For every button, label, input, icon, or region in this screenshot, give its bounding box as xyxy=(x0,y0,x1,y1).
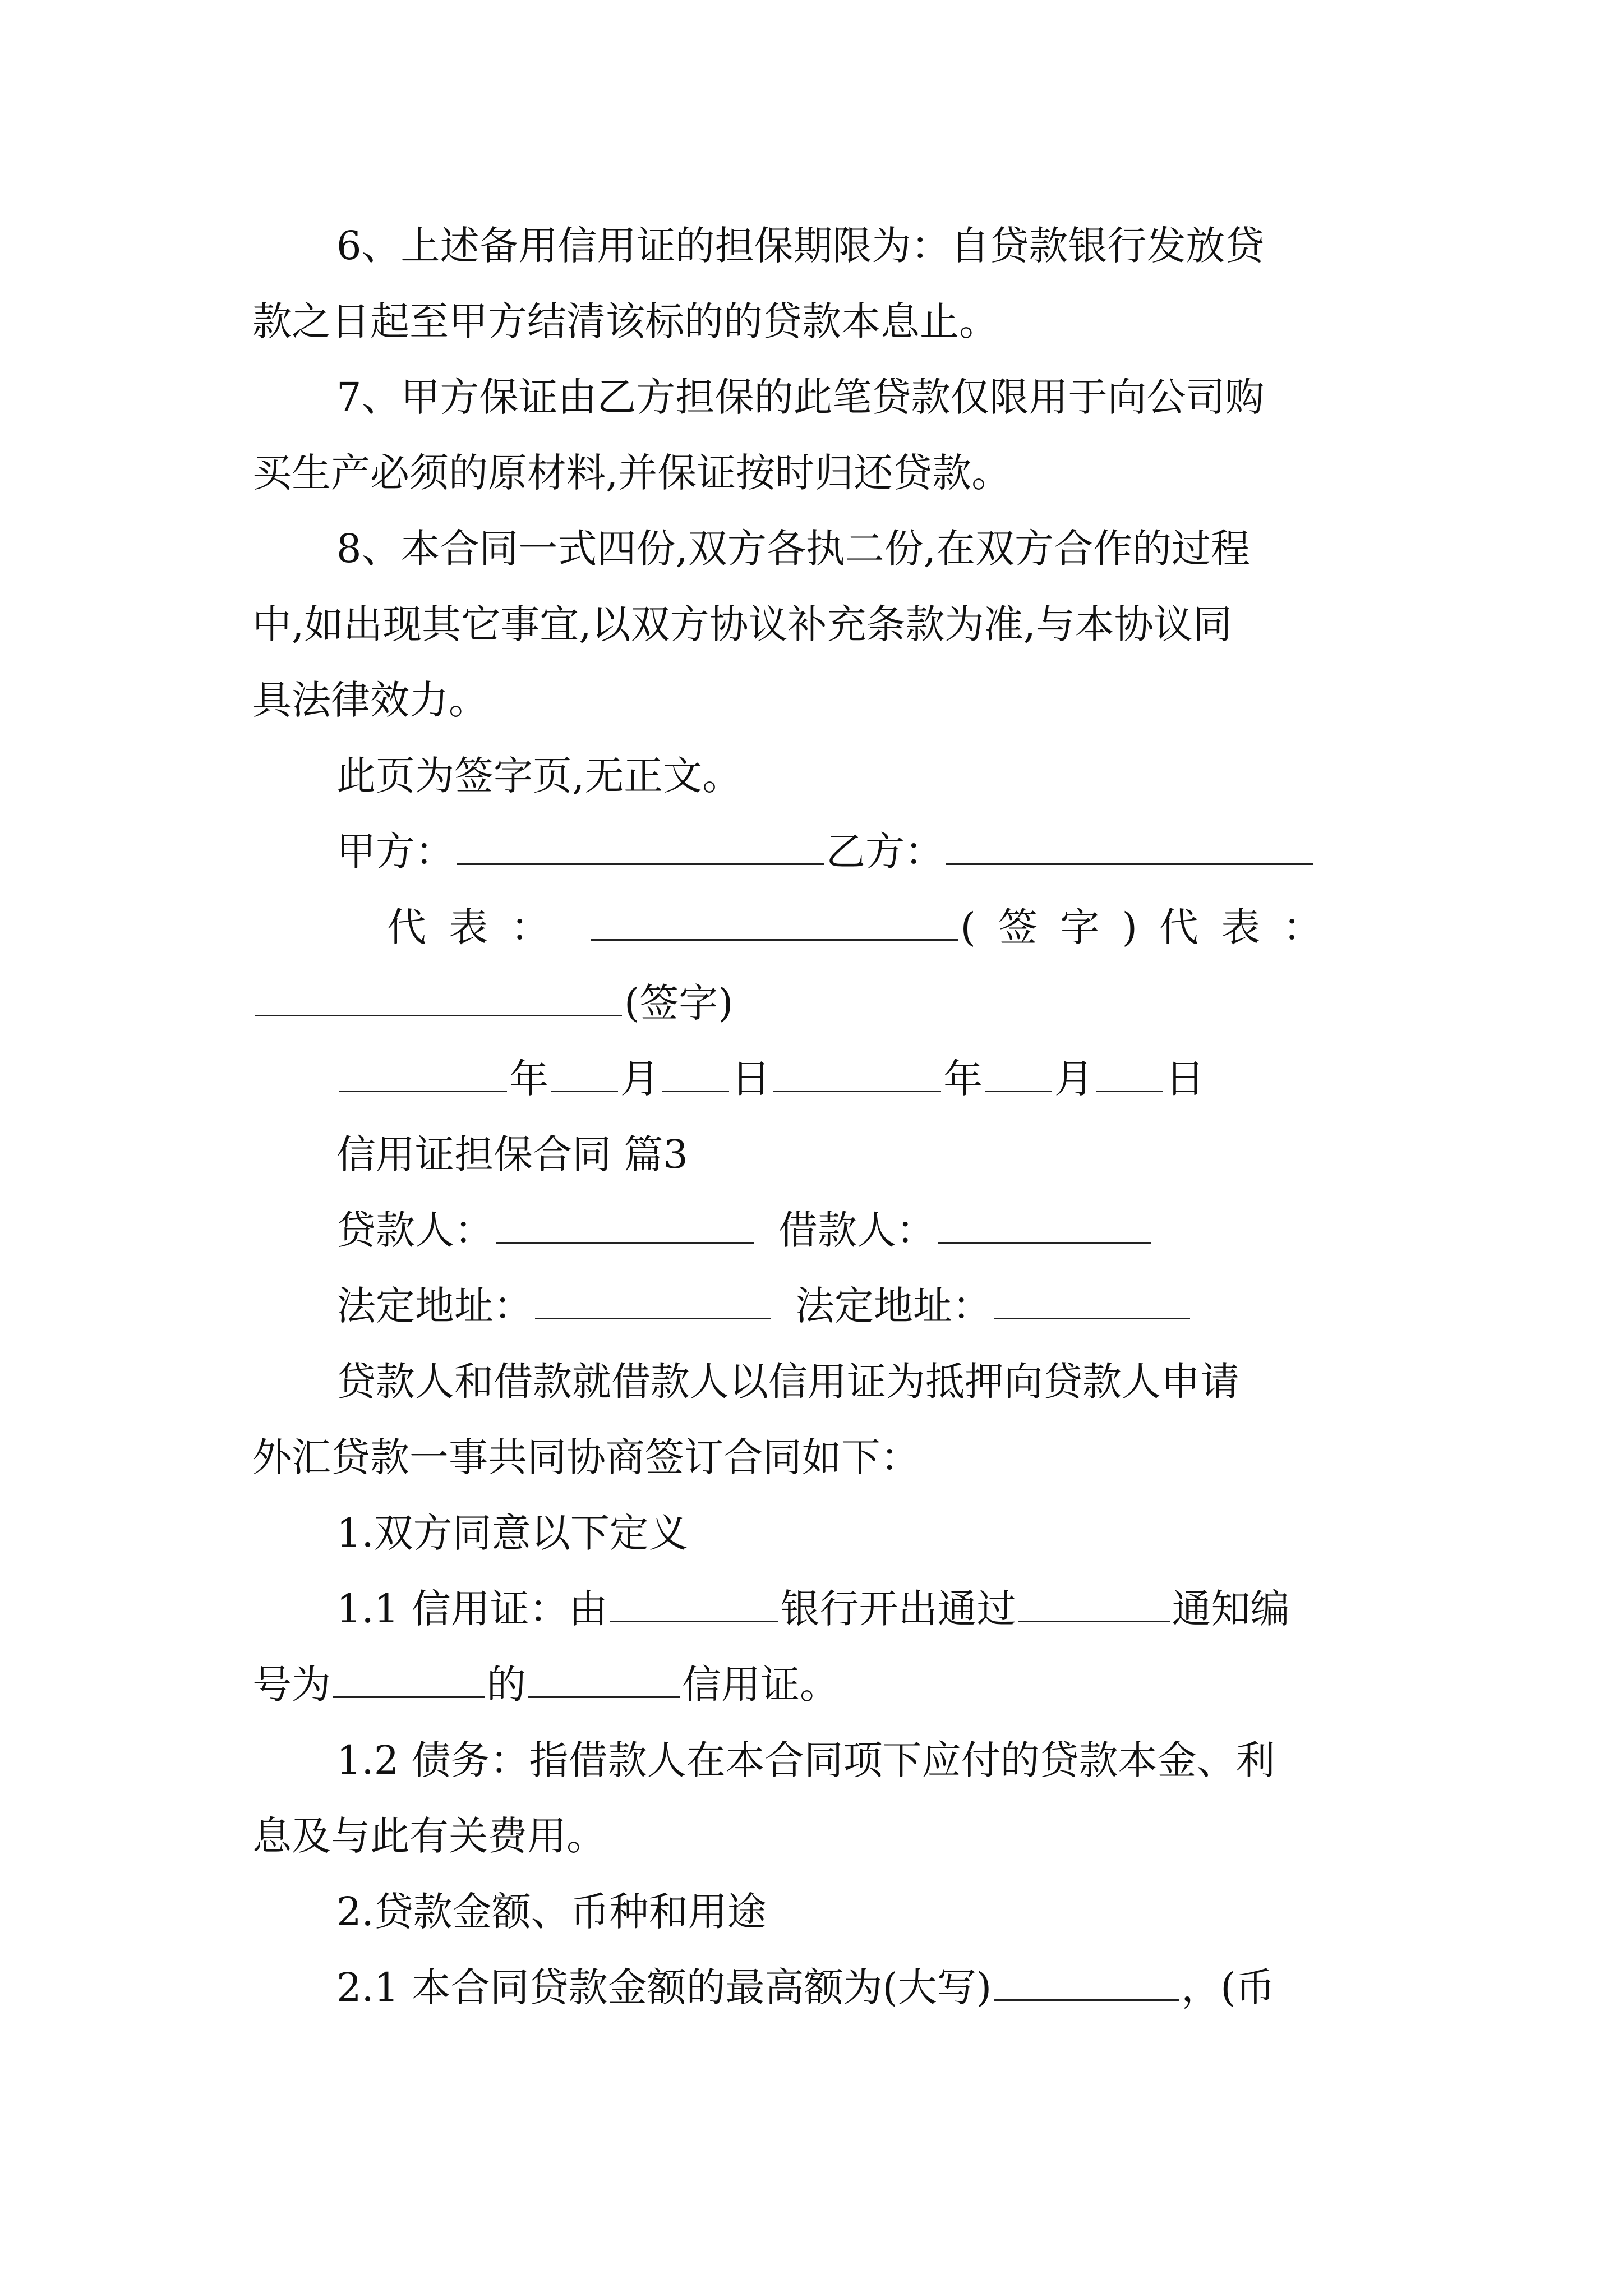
representative-line-2 xyxy=(252,965,1374,1041)
clause-1-1-part-c: 通知编 xyxy=(1172,1586,1290,1632)
month-b-label: 月 xyxy=(1054,1056,1094,1102)
clause-1-1-line-1 xyxy=(336,1571,1458,1647)
party-b-blank xyxy=(946,863,1313,865)
address-a-blank xyxy=(535,1317,771,1319)
month-a-label: 月 xyxy=(620,1056,660,1102)
clause-2-1-part-a: 2.1 本合同贷款金额的最高额为(大写) xyxy=(336,1964,992,2010)
clause-1-heading: 1.双方同意以下定义 xyxy=(336,1510,688,1556)
address-b-blank xyxy=(994,1317,1190,1319)
clause-1-2-line-1: 1.2 债务：指借款人在本合同项下应付的贷款本金、利 xyxy=(336,1737,1275,1783)
sign-b-label: (签字) xyxy=(624,980,734,1026)
party-a-blank xyxy=(457,863,824,865)
address-b-label: 法定地址： xyxy=(795,1283,992,1329)
para-8-line-2: 中,如出现其它事宜,以双方协议补充条款为准,与本协议同 xyxy=(252,601,1232,647)
clause-2-1-part-b: ，(币 xyxy=(1181,1964,1275,2010)
clause-1-1-part-d: 号为 xyxy=(252,1662,331,1708)
clause-1-2-line-2: 息及与此有关费用。 xyxy=(252,1813,606,1859)
clause-2-1-amount-blank xyxy=(994,1999,1179,2001)
clause-1-1-part-a: 1.1 信用证：由 xyxy=(336,1586,608,1632)
clause-1-1-number-blank xyxy=(333,1696,485,1698)
party-a-label: 甲方： xyxy=(336,829,454,875)
para-6-line-1: 6、上述备用信用证的担保期限为：自贷款银行发放贷 xyxy=(336,223,1265,269)
clause-1-1-line-2 xyxy=(252,1646,1374,1723)
para-8-line-1: 8、本合同一式四份,双方各执二份,在双方合作的过程 xyxy=(336,526,1251,572)
rep-b-label: 代 表 ： xyxy=(1159,904,1327,950)
month-b-blank xyxy=(985,1090,1052,1092)
party-signature-line xyxy=(336,813,1458,890)
clause-2-1-line-1 xyxy=(336,1949,1458,2026)
clause-1-1-part-e: 的 xyxy=(487,1662,526,1708)
borrower-label: 借款人： xyxy=(778,1207,935,1253)
day-a-blank xyxy=(662,1090,729,1092)
year-b-blank xyxy=(773,1090,941,1092)
lender-label: 贷款人： xyxy=(336,1207,494,1253)
year-a-label: 年 xyxy=(509,1056,548,1102)
clause-1-1-part-f: 信用证。 xyxy=(682,1662,839,1708)
para-8-line-3: 具法律效力。 xyxy=(252,677,488,723)
lender-blank xyxy=(496,1241,754,1244)
signature-page-note: 此页为签字页,无正文。 xyxy=(336,753,742,799)
clause-1-1-advising-blank xyxy=(1018,1620,1170,1622)
clause-1-1-bank-blank xyxy=(610,1620,778,1622)
para-6-line-2: 款之日起至甲方结清该标的的贷款本息止。 xyxy=(252,298,998,344)
rep-a-label: 代 表 ： xyxy=(387,904,555,950)
day-b-blank xyxy=(1096,1090,1163,1092)
rep-a-blank xyxy=(591,938,958,941)
borrower-blank xyxy=(938,1241,1151,1244)
day-b-label: 日 xyxy=(1165,1056,1205,1102)
address-a-label: 法定地址： xyxy=(336,1283,533,1329)
clause-1-1-type-blank xyxy=(528,1696,680,1698)
intro-line-1: 贷款人和借款就借款人以信用证为抵押向贷款人申请 xyxy=(336,1359,1239,1405)
month-a-blank xyxy=(551,1090,618,1092)
rep-b-blank xyxy=(255,1014,622,1016)
sign-a-label: ( 签 字 ) xyxy=(960,904,1142,950)
clause-2-heading: 2.贷款金额、币种和用途 xyxy=(336,1889,767,1935)
clause-1-1-part-b: 银行开出通过 xyxy=(780,1586,1016,1632)
lender-borrower-line xyxy=(336,1192,1458,1268)
section-title: 信用证担保合同 篇3 xyxy=(336,1131,688,1177)
day-a-label: 日 xyxy=(731,1056,771,1102)
para-7-line-1: 7、甲方保证由乙方担保的此笔贷款仅限用于向公司购 xyxy=(336,374,1265,420)
para-7-line-2: 买生产必须的原材料,并保证按时归还贷款。 xyxy=(252,450,1011,496)
year-a-blank xyxy=(339,1090,507,1092)
date-line xyxy=(336,1041,1458,1117)
intro-line-2: 外汇贷款一事共同协商签订合同如下： xyxy=(252,1434,920,1480)
address-line xyxy=(336,1268,1458,1344)
representative-line xyxy=(387,889,1509,965)
year-b-label: 年 xyxy=(943,1056,983,1102)
party-b-label: 乙方： xyxy=(826,829,944,875)
